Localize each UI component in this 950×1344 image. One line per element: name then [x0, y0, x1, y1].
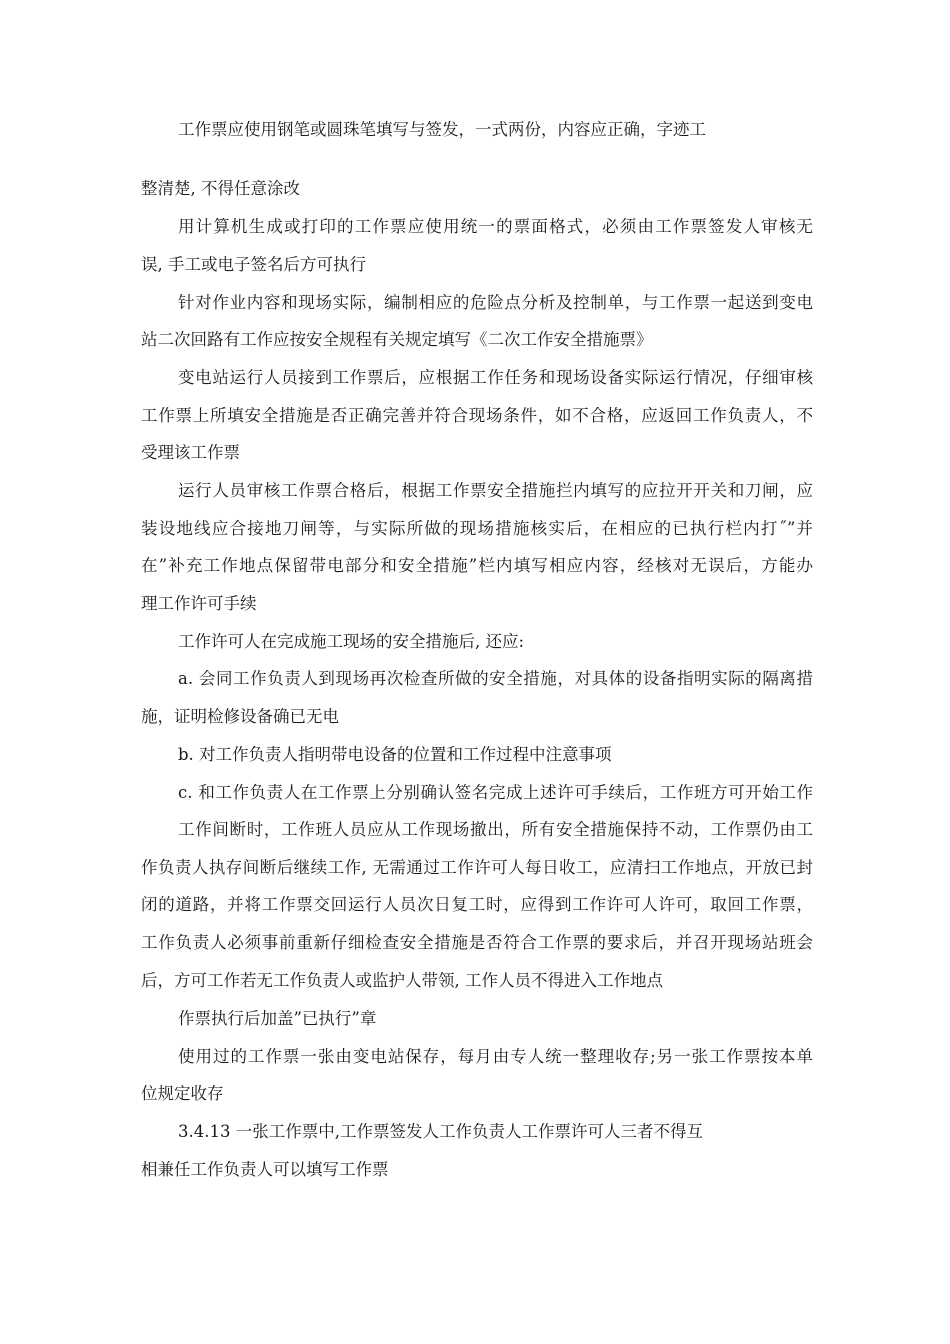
- text-line: 闭的道路，并将工作票交回运行人员次日复工时，应得到工作许可人许可，取回工作票，: [141, 895, 813, 914]
- text-line: 用计算机生成或打印的工作票应使用统一的票面格式，必须由工作票签发人审核无: [178, 217, 813, 236]
- list-item-c: c. 和工作负责人在工作票上分别确认签名完成上述许可手续后，工作班方可开始工作: [178, 783, 813, 802]
- text-line: 针对作业内容和现场实际，编制相应的危险点分析及控制单，与工作票一起送到变电: [178, 293, 813, 312]
- text-line: 后，方可工作若无工作负责人或监护人带领, 工作人员不得进入工作地点: [141, 971, 663, 990]
- text-line: 作负责人执存间断后继续工作, 无需通过工作许可人每日收工，应清扫工作地点，开放已封: [141, 858, 813, 877]
- text-line: 整清楚, 不得任意涂改: [141, 179, 300, 198]
- text-line: 作票执行后加盖”已执行”章: [178, 1009, 377, 1028]
- list-item-a: a. 会同工作负责人到现场再次检查所做的安全措施，对具体的设备指明实际的隔离措: [178, 669, 813, 688]
- text-line: 相兼任工作负责人可以填写工作票: [141, 1160, 389, 1179]
- text-line: 变电站运行人员接到工作票后，应根据工作任务和现场设备实际运行情况，仔细审核: [178, 368, 813, 387]
- text-line: 使用过的工作票一张由变电站保存，每月由专人统一整理收存;另一张工作票按本单: [178, 1047, 813, 1066]
- text-line: 工作负责人必须事前重新仔细检查安全措施是否符合工作票的要求后，并召开现场站班会: [141, 933, 813, 952]
- text-line: 受理该工作票: [141, 443, 240, 462]
- text-line: 运行人员审核工作票合格后，根据工作票安全措施拦内填写的应拉开开关和刀闸，应: [178, 481, 813, 500]
- text-line: 工作间断时，工作班人员应从工作现场撤出，所有安全措施保持不动，工作票仍由工: [178, 820, 813, 839]
- text-line: 装设地线应合接地刀闸等，与实际所做的现场措施核实后，在相应的已执行栏内打˝”并: [141, 519, 813, 538]
- text-line: 在”补充工作地点保留带电部分和安全措施”栏内填写相应内容，经核对无误后，方能办: [141, 556, 813, 575]
- text-line: 工作票上所填安全措施是否正确完善并符合现场条件，如不合格，应返回工作负责人，不: [141, 406, 813, 425]
- text-line: 工作许可人在完成施工现场的安全措施后, 还应:: [178, 632, 525, 651]
- text-line: 误, 手工或电子签名后方可执行: [141, 255, 366, 274]
- list-item-b: b. 对工作负责人指明带电设备的位置和工作过程中注意事项: [178, 745, 612, 764]
- text-line: 站二次回路有工作应按安全规程有关规定填写《二次工作安全措施票》: [141, 330, 653, 349]
- section-line: 3.4.13 一张工作票中,工作票签发人工作负责人工作票许可人三者不得互: [178, 1122, 703, 1141]
- text-line: 施，证明检修设备确已无电: [141, 707, 339, 726]
- text-line: 工作票应使用钢笔或圆珠笔填写与签发，一式两份，内容应正确，字迹工: [178, 120, 706, 139]
- text-line: 理工作许可手续: [141, 594, 257, 613]
- text-line: 位规定收存: [141, 1084, 224, 1103]
